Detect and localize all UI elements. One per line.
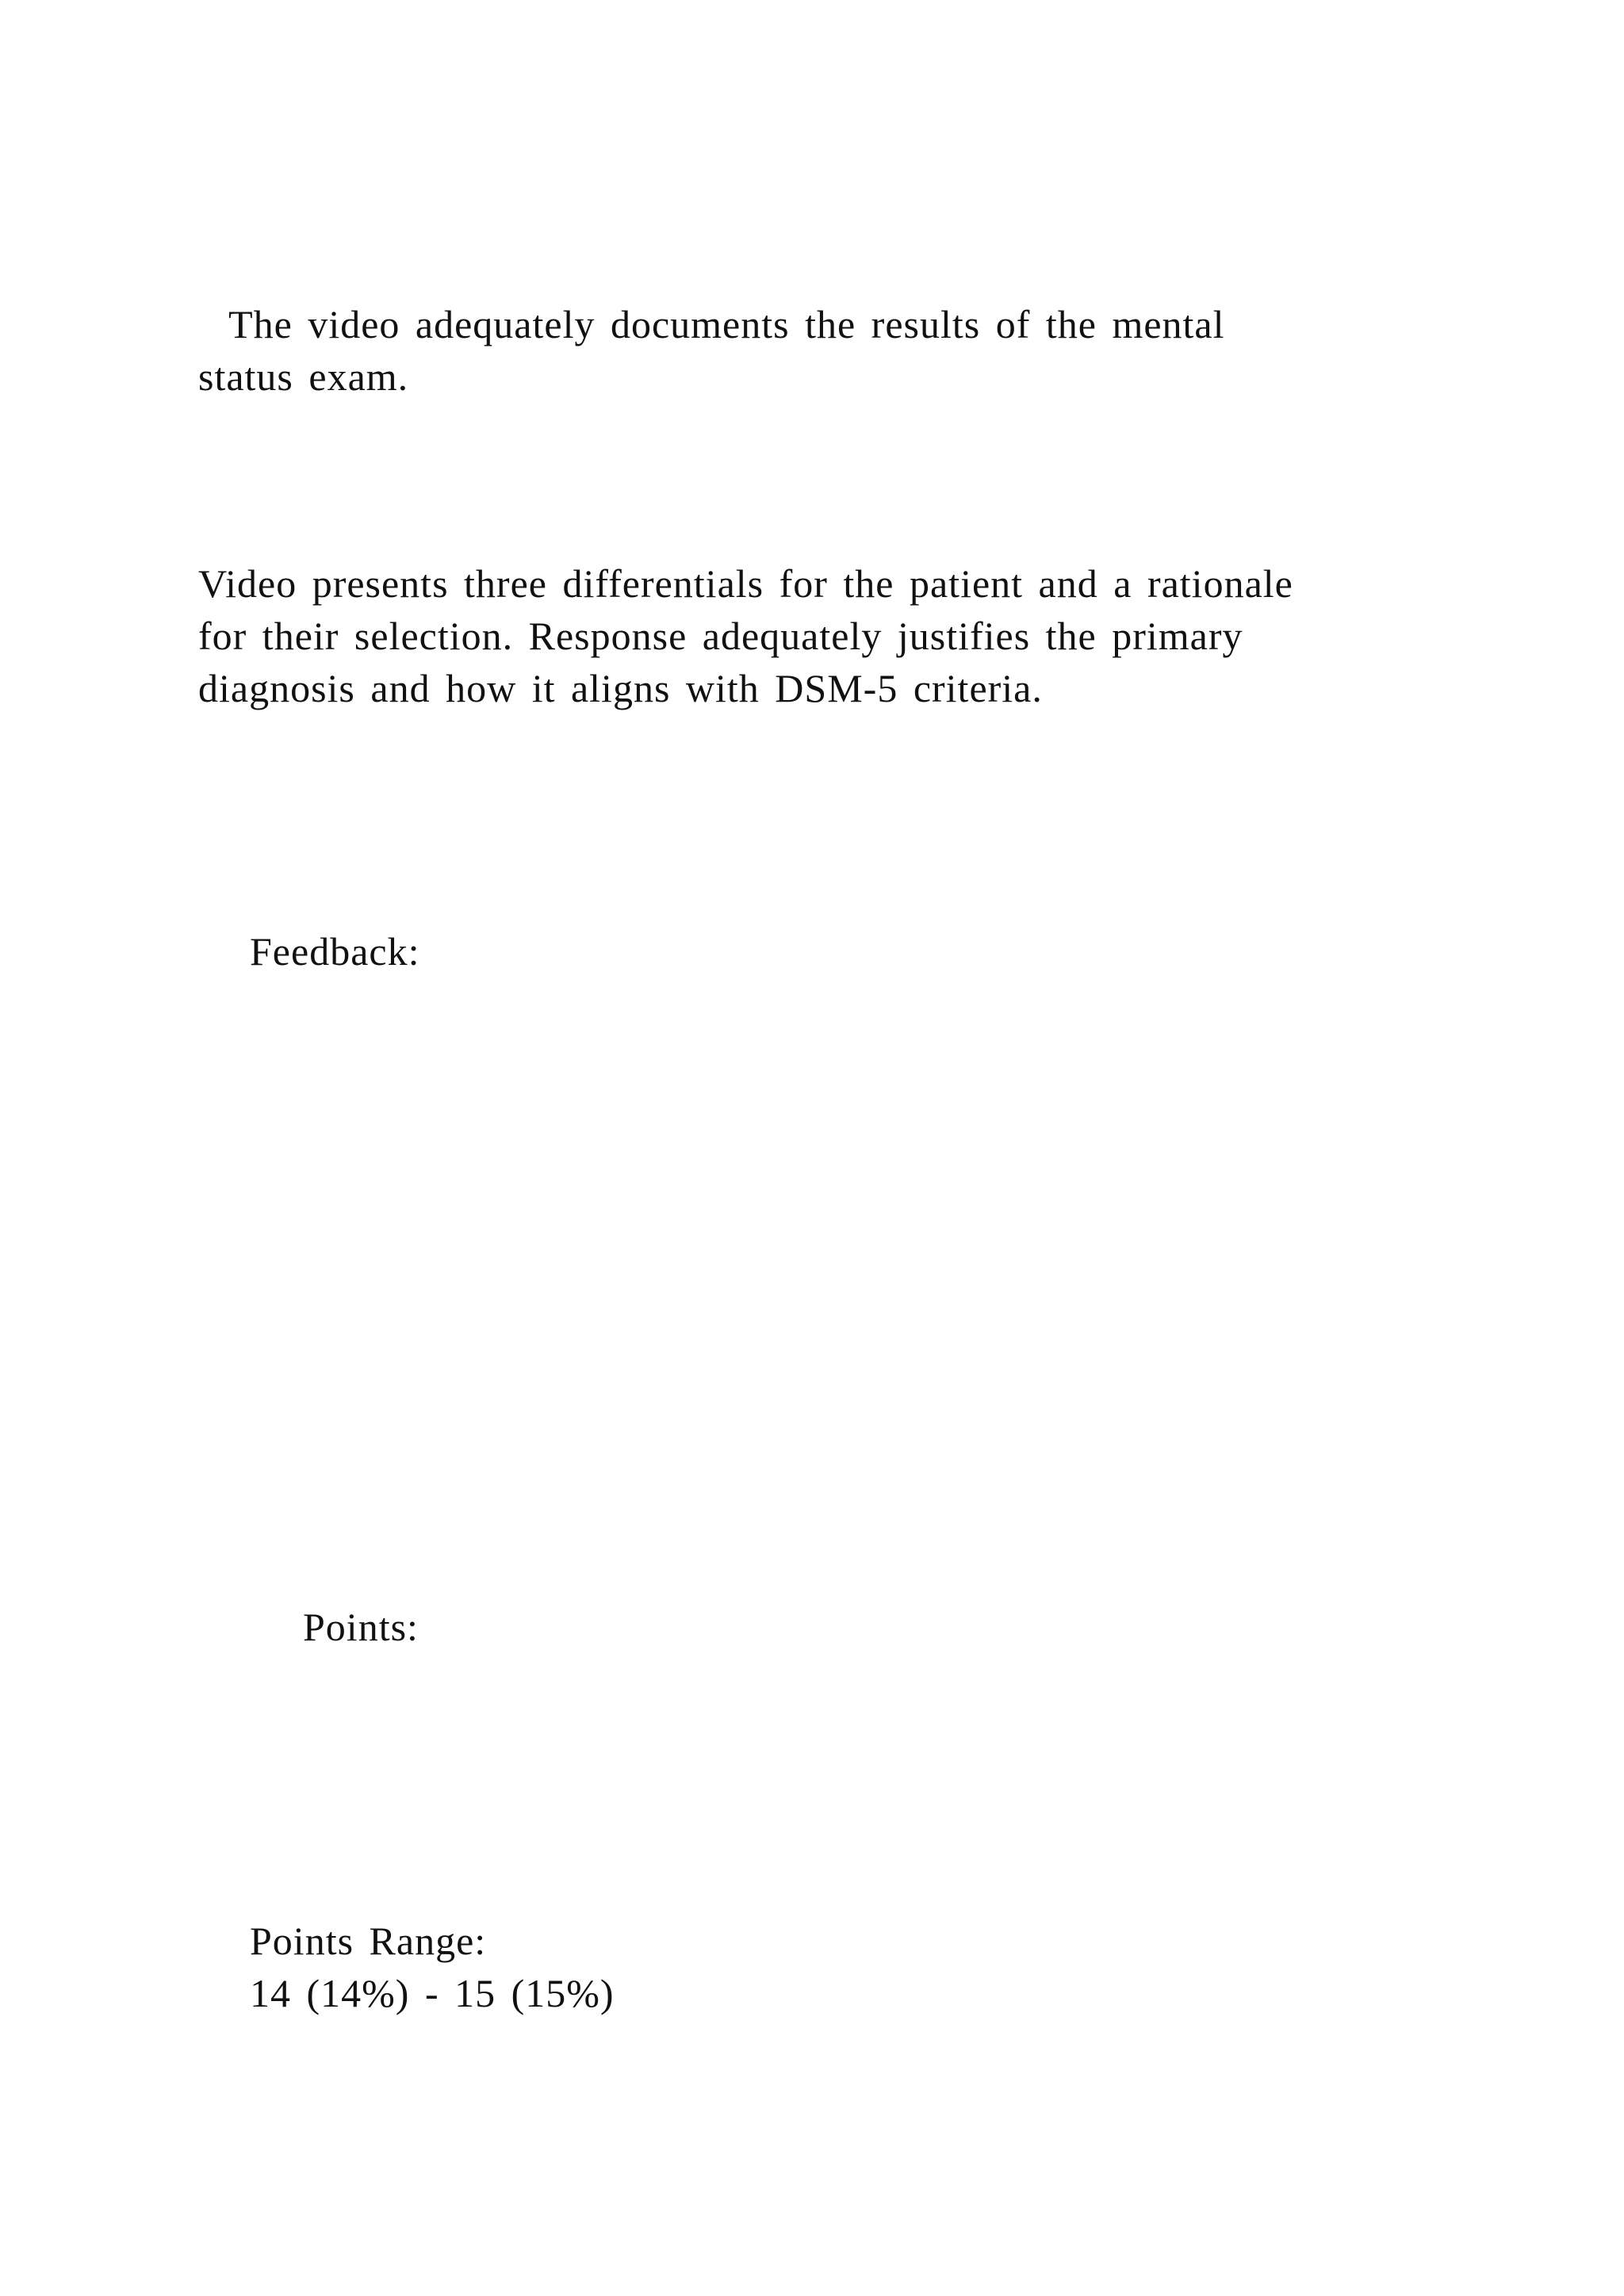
criterion-differentials — [198, 557, 1293, 714]
criterion-text-line: Video presents three differentials for the patient and a rationale — [198, 561, 1293, 606]
criterion-text-line: diagnosis and how it aligns with DSM-5 criteria. — [198, 666, 1043, 710]
feedback-label: Feedback: — [250, 929, 420, 974]
criterion-text-line: The video adequately documents the results of the mental — [198, 302, 1225, 346]
points-range — [250, 1915, 615, 2019]
criterion-text-line: status exam. — [198, 354, 409, 399]
points-label: Points: — [303, 1605, 419, 1649]
points-range-label: Points Range: — [250, 1919, 487, 1963]
criterion-mental-status-exam — [198, 298, 1225, 403]
criterion-text-line: for their selection. Response adequately justifies the primary — [198, 614, 1243, 658]
points-range-value: 14 (14%) - 15 (15%) — [250, 1971, 615, 2015]
